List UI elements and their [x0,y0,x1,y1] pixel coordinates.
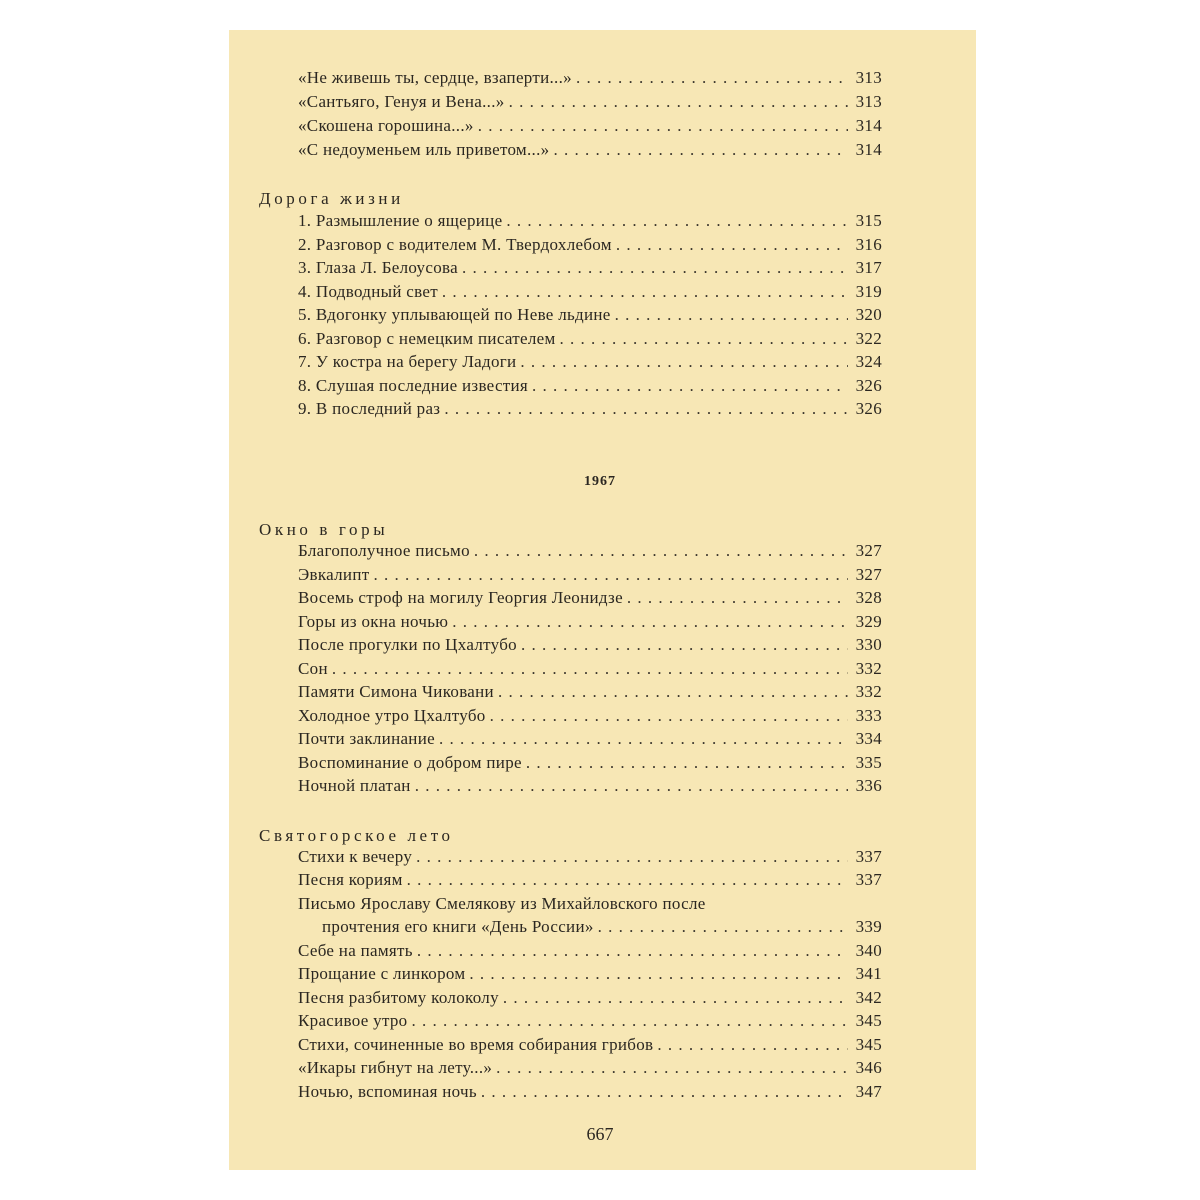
entry-title: Стихи к вечеру [298,847,413,866]
toc-entry [298,210,882,232]
entry-title: Памяти Симона Чиковани [298,682,494,701]
entry-page: 335 [855,753,882,772]
entry-page: 320 [855,305,882,324]
entry-title: Песня разбитому колоколу [298,988,499,1007]
leader-dots [411,1010,848,1032]
entry-title: Холодное утро Цхалтубо [298,706,486,725]
entry-page: 317 [855,258,882,277]
entry-page: 315 [855,211,882,230]
leader-dots [478,115,848,137]
entry-page: 332 [855,659,882,678]
entry-page: 326 [855,399,882,418]
year-heading: 1967 [584,474,616,489]
leader-dots [332,658,848,680]
toc-entry [298,728,882,750]
entry-title: Себе на память [298,941,413,960]
toc-entry [298,681,882,703]
entry-title: Ночью, вспоминая ночь [298,1082,477,1101]
leader-dots [553,139,848,161]
entry-title: «Сантьяго, Генуя и Вена...» [298,92,505,111]
entry-title: Почти заклинание [298,729,435,748]
leader-dots [439,728,848,750]
toc-entry [298,940,882,962]
entry-page: 341 [855,964,882,983]
toc-entry [298,634,882,656]
entry-page: 346 [855,1058,882,1077]
leader-dots [452,611,848,633]
toc-entry [298,752,882,774]
toc-entry [298,775,882,797]
leader-dots [520,351,848,373]
toc-entry [298,139,882,161]
entry-title: 5. Вдогонку уплывающей по Неве льдине [298,305,611,324]
leader-dots [532,375,848,397]
leader-dots [560,328,848,350]
entry-page: 314 [855,140,882,159]
leader-dots [657,1034,848,1056]
entry-page: 342 [855,988,882,1007]
entry-page: 345 [855,1011,882,1030]
entry-page: 326 [855,376,882,395]
entry-page: 334 [855,729,882,748]
entry-page: 314 [855,116,882,135]
leader-dots [442,281,848,303]
entry-page: 330 [855,635,882,654]
toc-entry [298,1081,882,1103]
toc-entry [298,115,882,137]
entry-page: 324 [855,352,882,371]
page-number: 667 [586,1124,614,1144]
toc-entry [298,658,882,680]
leader-dots [616,234,848,256]
toc-entry [298,328,882,350]
toc-entry [298,587,882,609]
entry-page: 327 [855,541,882,560]
toc-entry [298,67,882,89]
leader-dots [506,210,848,232]
entry-page: 316 [855,235,882,254]
entry-page: 332 [855,682,882,701]
entry-page: 339 [855,917,882,936]
entry-title: 2. Разговор с водителем М. Твердохлебом [298,235,612,254]
entry-page: 319 [855,282,882,301]
toc-entry [298,869,882,891]
entry-title: «Икары гибнут на лету...» [298,1058,493,1077]
leader-dots [576,67,848,89]
toc-entry-wrapped [322,916,882,938]
toc-entry [298,398,882,420]
leader-dots [407,869,848,891]
entry-title: «Скошена горошина...» [298,116,474,135]
entry-title: После прогулки по Цхалтубо [298,635,517,654]
leader-dots [521,634,848,656]
leader-dots [415,775,848,797]
entry-title: Воспоминание о добром пире [298,753,522,772]
toc-entry [298,281,882,303]
leader-dots [490,705,848,727]
entry-title: 6. Разговор с немецким писателем [298,329,556,348]
leader-dots [526,752,848,774]
toc-entry [298,1057,882,1079]
leader-dots [627,587,848,609]
toc-entry [298,846,882,868]
toc-entry [298,611,882,633]
toc-entry [298,540,882,562]
leader-dots [481,1081,848,1103]
entry-page: 337 [855,870,882,889]
section-heading: Святогорское лето [259,826,454,845]
entry-page: 337 [855,847,882,866]
entry-title: 1. Размышление о ящерице [298,211,503,230]
toc-entry [298,705,882,727]
entry-title: Восемь строф на могилу Георгия Леонидзе [298,588,623,607]
leader-dots [474,540,848,562]
entry-title: 9. В последний раз [298,399,441,418]
entry-page: 333 [855,706,882,725]
toc-entry [298,375,882,397]
entry-page: 313 [855,92,882,111]
entry-title: Песня кориям [298,870,403,889]
entry-page: 322 [855,329,882,348]
toc-entry [298,564,882,586]
toc-entry [298,234,882,256]
entry-page: 327 [855,565,882,584]
entry-title: Ночной платан [298,776,411,795]
toc-entry [298,963,882,985]
entry-title: Горы из окна ночью [298,612,449,631]
entry-page: 340 [855,941,882,960]
toc-entry [298,351,882,373]
leader-dots [469,963,848,985]
leader-dots [503,987,848,1009]
leader-dots [498,681,848,703]
entry-title: Сон [298,659,328,678]
entry-page: 345 [855,1035,882,1054]
entry-title: 7. У костра на берегу Ладоги [298,352,517,371]
leader-dots [615,304,848,326]
entry-title: Красивое утро [298,1011,408,1030]
section-heading: Дорога жизни [259,189,404,208]
entry-title-line2: прочтения его книги «День России» [322,917,594,936]
leader-dots [416,846,848,868]
entry-title: Благополучное письмо [298,541,470,560]
toc-entry [298,91,882,113]
toc-entry [298,1010,882,1032]
entry-page: 329 [855,612,882,631]
toc-entry [298,1034,882,1056]
entry-title: 8. Слушая последние известия [298,376,529,395]
entry-title: 4. Подводный свет [298,282,438,301]
entry-page: 328 [855,588,882,607]
toc-entry [298,257,882,279]
leader-dots [496,1057,848,1079]
leader-dots [598,916,848,938]
leader-dots [509,91,848,113]
entry-title: Прощание с линкором [298,964,466,983]
entry-title: Стихи, сочиненные во время собирания грибов [298,1035,654,1054]
toc-entry [298,304,882,326]
leader-dots [462,257,848,279]
entry-title: Эвкалипт [298,565,370,584]
entry-page: 347 [855,1082,882,1101]
entry-title: «Не живешь ты, сердце, взаперти...» [298,68,572,87]
leader-dots [444,398,848,420]
entry-title: «С недоуменьем иль приветом...» [298,140,550,159]
entry-page: 336 [855,776,882,795]
leader-dots [417,940,848,962]
section-heading: Окно в горы [259,520,389,539]
entry-title: 3. Глаза Л. Белоусова [298,258,458,277]
entry-title-line1: Письмо Ярославу Смелякову из Михайловского после [298,894,706,913]
toc-entry [298,987,882,1009]
entry-page: 313 [855,68,882,87]
leader-dots [373,564,848,586]
